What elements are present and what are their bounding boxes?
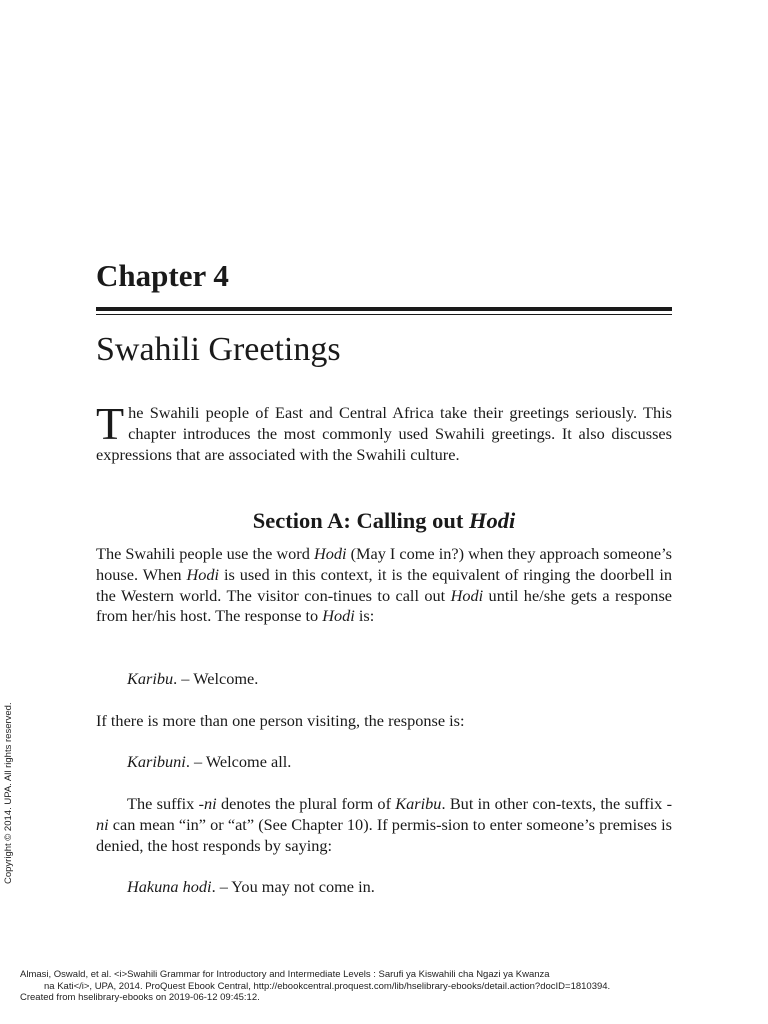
example-term: Karibuni xyxy=(127,752,186,771)
text-run: is: xyxy=(354,606,375,626)
text-run: can mean “in” or “at” (See Chapter 10). If permis-sion to enter someone’s premises is denied, the host responds by saying: xyxy=(96,814,672,855)
section-a-heading xyxy=(96,506,672,536)
example-karibu xyxy=(127,669,258,690)
intro-text: he Swahili people of East and Central Africa take their greetings seriously. This chapter introduces the most commonly used Swahili greetings. It also discusses expressions that are associated with the Swahili culture. xyxy=(96,403,672,464)
citation-line-1: Almasi, Oswald, et al. <i>Swahili Grammar for Introductory and Intermediate Levels : Sarufi ya Kiswahili cha Ngazi ya Kwanza xyxy=(20,969,550,980)
term-hodi: Hodi xyxy=(186,564,220,584)
text-run: until he/she gets a response from her/his host. The response to xyxy=(96,585,673,626)
chapter-rule-thick xyxy=(96,307,672,311)
drop-cap: T xyxy=(96,398,125,449)
term-hodi: Hodi xyxy=(322,606,355,626)
section-heading-term: Hodi xyxy=(469,508,516,533)
term-suffix: -ni xyxy=(198,794,217,813)
example-gloss: . – You may not come in. xyxy=(211,877,375,896)
intro-paragraph xyxy=(96,398,672,465)
example-gloss: . – Welcome. xyxy=(173,669,259,688)
citation-line-2: na Kati</i>, UPA, 2014. ProQuest Ebook Central, http://ebookcentral.proquest.com/lib/hselibrary-ebooks/detail.action?docID=1810394. xyxy=(44,980,611,992)
text-run: The Swahili people use the word xyxy=(96,544,314,563)
text-run: is used in this context, it is the equivalent of ringing the doorbell in the Western world. The visitor con-tinues to call out xyxy=(96,564,672,605)
section-heading-prefix: Section A: Calling out xyxy=(252,508,469,533)
example-term: Karibu xyxy=(127,669,174,688)
copyright-notice: Copyright © 2014. UPA. All rights reserved. xyxy=(3,702,14,884)
plural-visitor-paragraph: If there is more than one person visiting, the response is: xyxy=(96,711,465,730)
text-run: denotes the plural form of xyxy=(216,794,396,813)
suffix-paragraph xyxy=(96,794,672,856)
example-gloss: . – Welcome all. xyxy=(185,752,292,771)
chapter-rule-thin xyxy=(96,314,672,315)
term-suffix: -ni xyxy=(96,794,672,834)
chapter-title: Swahili Greetings xyxy=(96,331,341,368)
example-hakuna-hodi xyxy=(127,877,375,898)
hodi-paragraph xyxy=(96,544,672,627)
term-hodi: Hodi xyxy=(450,585,484,605)
text-run: (May I come in?) when they approach someone’s house. When xyxy=(96,544,673,584)
term-karibu: Karibu xyxy=(395,794,442,813)
text-run: . But in other con-texts, the suffix xyxy=(441,794,667,813)
citation-line-3: Created from hselibrary-ebooks on 2019-06-12 09:45:12. xyxy=(20,992,260,1003)
chapter-number: Chapter 4 xyxy=(96,258,229,293)
text-run: The suffix xyxy=(127,794,199,813)
term-hodi: Hodi xyxy=(313,544,347,563)
example-karibuni xyxy=(127,752,291,773)
citation-footer xyxy=(20,969,760,1004)
example-term: Hakuna hodi xyxy=(127,877,212,896)
